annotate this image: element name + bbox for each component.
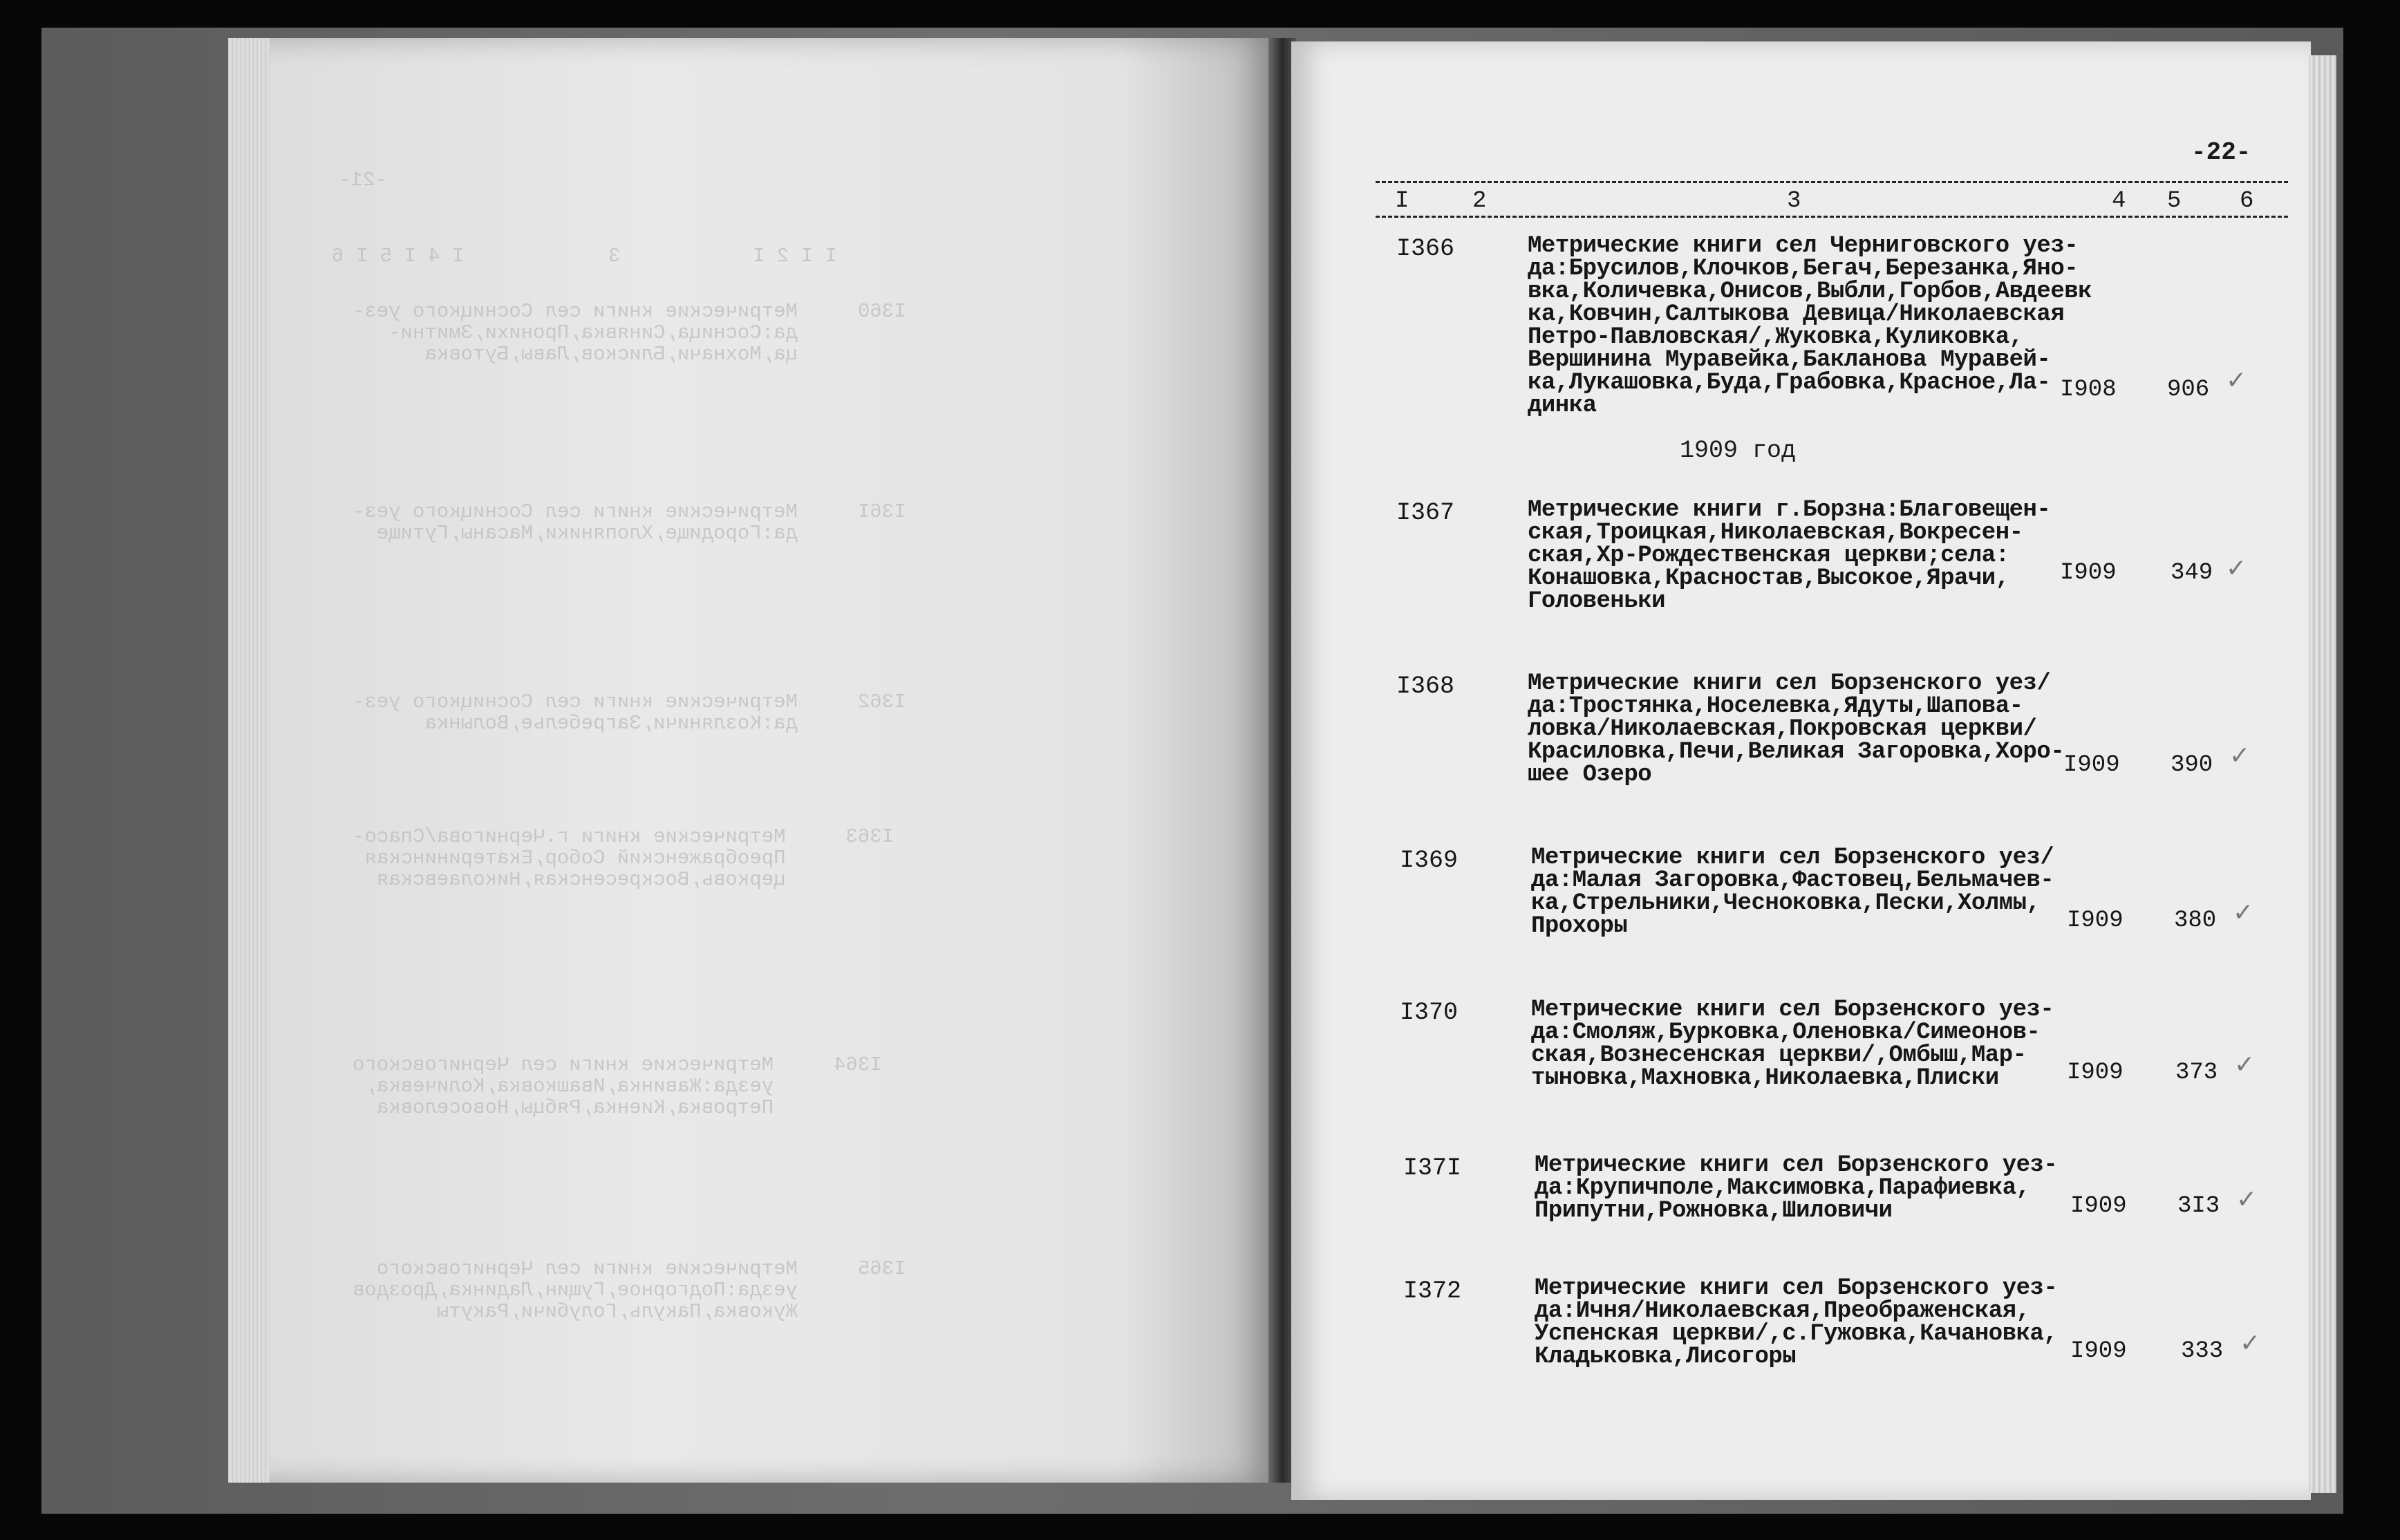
entry-year: I908 bbox=[2060, 377, 2117, 403]
entry-year: I909 bbox=[2060, 560, 2117, 586]
left-page-edge bbox=[228, 38, 270, 1483]
check-mark-icon: ✓ bbox=[2236, 1185, 2258, 1214]
column-header-6: 6 bbox=[2240, 188, 2254, 214]
check-mark-icon: ✓ bbox=[2240, 1329, 2261, 1358]
entry-description: Метрические книги сел Черниговского уез- да:Брусилов,Клочков,Бегач,Березанка,Яно- вка,Количевка,Онисов,Выбли,Горбов,Авдеевк ка,Ковчин,Салтыкова Девица/Николаевская Петро-Павловская/,Жуковка,Куликовка, Вершинина Муравейка,Бакланова Муравей- ка,Лукашовка,Буда,Грабовка,Красное,Ла- динка bbox=[1528, 233, 2092, 419]
check-mark-icon: ✓ bbox=[2234, 1051, 2256, 1079]
section-title: 1909 год bbox=[1680, 437, 1797, 464]
entry-year: I909 bbox=[2067, 908, 2124, 934]
left-page-bleed-through: I364 Метрические книги сел Черниговского уезда:Жавинка,Ивашковка,Количевка, Петровка,Киенка,Рябцы,Новоселовка bbox=[353, 1053, 882, 1119]
column-header-3: 3 bbox=[1787, 188, 1801, 214]
entry-number: I369 bbox=[1400, 847, 1459, 874]
entry-number: I372 bbox=[1403, 1277, 1462, 1305]
entry-number: I37I bbox=[1403, 1154, 1462, 1182]
entry-number: I370 bbox=[1400, 999, 1459, 1026]
page-number: -22- bbox=[2191, 138, 2251, 167]
entry-number: I368 bbox=[1396, 673, 1455, 700]
left-page-bleed-through: -21- bbox=[339, 169, 387, 191]
left-page-bleed-through: I I 2 I 3 I 4 I 5 I 6 bbox=[332, 245, 837, 267]
entry-count: 906 bbox=[2167, 377, 2210, 403]
entry-year: I909 bbox=[2070, 1193, 2127, 1219]
left-page-bleed-through: I360 Метрические книги сел Сосницкого уез- да:Сосница,Синявка,Пронихи,Змитни- ца,Мохначи,Блисков,Лавы,Бутовка bbox=[353, 300, 906, 366]
left-page-bleed-through: I363 Метрические книги г.Чернигова/Спасо- Преображенский Собор,Екатерининская церковь,Воскресенская,Николаевская bbox=[353, 825, 894, 891]
left-page-bleed-through: I365 Метрические книги сел Черниговского уезда:Подгорное,Гущин,Ладинка,Дроздов Жуковка,Пакуль,Голубичи,Ракуты bbox=[353, 1257, 906, 1323]
page-stack-edge bbox=[2309, 55, 2336, 1493]
check-mark-icon: ✓ bbox=[2233, 899, 2254, 927]
entry-description: Метрические книги сел Борзенского уез/ да:Малая Загоровка,Фастовец,Бельмачев- ка,Стрельники,Чесноковка,Пески,Холмы, Прохоры bbox=[1531, 845, 2054, 939]
entry-year: I909 bbox=[2067, 1060, 2124, 1086]
entry-count: 390 bbox=[2171, 752, 2213, 778]
left-page-bleed-through: I36I Метрические книги сел Сосницкого уез- да:Городище,Хлопяники,Масаны,Гутище bbox=[353, 500, 906, 545]
entry-count: 380 bbox=[2174, 908, 2217, 934]
entry-count: 373 bbox=[2175, 1060, 2218, 1086]
entry-description: Метрические книги сел Борзенского уез- да:Смоляж,Бурковка,Оленовка/Симеонов- ская,Вознесенская церкви/,Омбыш,Мар- тыновка,Махновка,Николаевка,Плиски bbox=[1531, 997, 2054, 1091]
entry-description: Метрические книги сел Борзенского уез- да:Крупичполе,Максимовка,Парафиевка, Припутни,Рожновка,Шиловичи bbox=[1535, 1152, 2058, 1224]
entry-count: 333 bbox=[2181, 1338, 2224, 1364]
entry-description: Метрические книги г.Борзна:Благовещен- ская,Троицкая,Николаевская,Вокресен- ская,Хр-Рождественская церкви;села: Конашовка,Красностав,Высокое,Ярачи, Головеньки bbox=[1528, 497, 2051, 614]
table-header-row bbox=[1376, 188, 2288, 216]
column-header-1: I bbox=[1395, 188, 1409, 214]
entry-number: I367 bbox=[1396, 499, 1455, 527]
check-mark-icon: ✓ bbox=[2226, 366, 2247, 395]
entry-number: I366 bbox=[1396, 235, 1455, 263]
entry-description: Метрические книги сел Борзенского уез- да:Ичня/Николаевская,Преображенская, Успенская церкви/,с.Гужовка,Качановка, Кладьковка,Лисогоры bbox=[1535, 1275, 2058, 1370]
column-header-2: 2 bbox=[1472, 188, 1487, 214]
column-header-5: 5 bbox=[2167, 188, 2182, 214]
column-header-4: 4 bbox=[2112, 188, 2126, 214]
check-mark-icon: ✓ bbox=[2229, 742, 2251, 770]
entry-description: Метрические книги сел Борзенского уез/ да:Тростянка,Носелевка,Ядуты,Шапова- ловка/Николаевская,Покровская церкви/ Красиловка,Печи,Великая Загоровка,Хоро- шее Озеро bbox=[1528, 670, 2065, 788]
check-mark-icon: ✓ bbox=[2226, 554, 2247, 583]
table-top-rule bbox=[1376, 181, 2288, 183]
entry-year: I909 bbox=[2063, 752, 2120, 778]
entry-count: 3I3 bbox=[2177, 1193, 2220, 1219]
entry-count: 349 bbox=[2171, 560, 2213, 586]
left-page bbox=[228, 38, 1275, 1483]
entry-year: I909 bbox=[2070, 1338, 2127, 1364]
left-page-bleed-through: I362 Метрические книги сел Сосницкого уез- да:Козляничи,Загребелье,Волынка bbox=[353, 691, 906, 735]
table-header-rule bbox=[1376, 216, 2288, 218]
